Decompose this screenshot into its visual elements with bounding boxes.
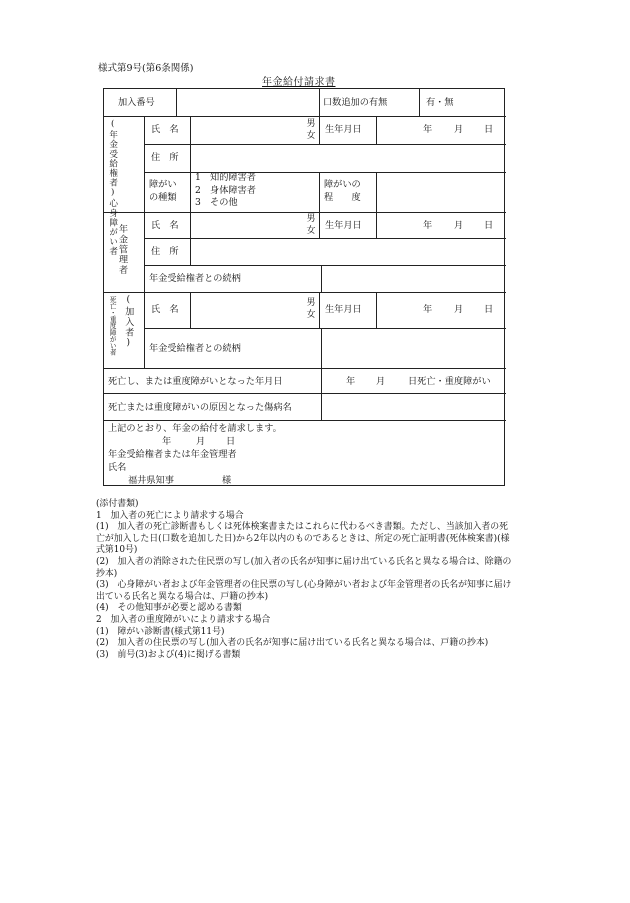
cause-label: 死亡または重度障がいの原因となった傷病名 xyxy=(108,402,292,413)
guardian-address-label: 住 所 xyxy=(151,246,179,257)
notes-item: (2) 加入者の消除された住民票の写し(加入者の氏名が知事に届け出ている氏名と異なる場合は、除籍の抄本) xyxy=(96,556,512,579)
disability-degree-label: 障がいの 程 度 xyxy=(324,179,361,203)
request-statement: 上記のとおり、年金の給付を請求します。 xyxy=(108,423,282,434)
addressee-honorific: 様 xyxy=(222,475,232,486)
death-date-month: 月 xyxy=(376,376,386,387)
guardian-section-header: 年金管理者 xyxy=(116,224,128,275)
form-title: 年金給付請求書 xyxy=(262,77,336,88)
beneficiary-dob-label: 生年月日 xyxy=(325,124,362,135)
notes-heading: (添付書類) xyxy=(96,499,139,509)
notes-item: (3) 前号(3)および(4)に掲げる書類 xyxy=(96,649,241,660)
beneficiary-dob-year: 年 xyxy=(423,124,433,135)
member-number-label: 加入番号 xyxy=(118,97,155,108)
beneficiary-section-header: (年金受給権者)心身障がい者 xyxy=(107,119,118,257)
member-sex-options: 男 女 xyxy=(306,298,316,320)
request-date-year: 年 xyxy=(162,436,172,447)
beneficiary-dob-month: 月 xyxy=(454,124,464,135)
addition-label: 口数追加の有無 xyxy=(323,97,388,108)
member-section-header: (加入者) xyxy=(123,295,134,350)
beneficiary-name-label: 氏 名 xyxy=(151,124,179,135)
guardian-sex-options: 男 女 xyxy=(306,214,316,236)
attached-documents-notes xyxy=(96,499,516,661)
member-name-label: 氏 名 xyxy=(151,304,179,315)
request-date-day: 日 xyxy=(226,436,236,447)
disability-option: 3 その他 xyxy=(195,197,238,208)
beneficiary-dob-day: 日 xyxy=(484,124,494,135)
member-dob-year: 年 xyxy=(423,304,433,315)
request-date-month: 月 xyxy=(196,436,206,447)
member-dob-month: 月 xyxy=(454,304,464,315)
disability-type-label: 障がい の種類 xyxy=(149,179,177,203)
member-relation-label: 年金受給権者との続柄 xyxy=(149,343,241,354)
guardian-dob-month: 月 xyxy=(454,220,464,231)
notes-section-title: 2 加入者の重度障がいにより請求する場合 xyxy=(96,614,271,625)
form-number-label: 様式第9号(第6条関係) xyxy=(98,63,194,74)
beneficiary-sex-options: 男 女 xyxy=(306,119,316,141)
guardian-relation-label: 年金受給権者との続柄 xyxy=(149,273,241,284)
death-date-day-suffix: 日死亡・重度障がい xyxy=(408,376,491,387)
guardian-name-label: 氏 名 xyxy=(151,220,179,231)
disability-option: 2 身体障害者 xyxy=(195,184,256,196)
notes-item: (4) その他知事が必要と認める書類 xyxy=(96,603,242,614)
death-date-year: 年 xyxy=(346,376,356,387)
notes-section-title: 1 加入者の死亡により請求する場合 xyxy=(96,510,244,521)
death-date-label: 死亡し、または重度障がいとなった年月日 xyxy=(108,376,283,387)
notes-item: (3) 心身障がい者および年金管理者の住民票の写し(心身障がい者および年金管理者の氏名が知事に届け出ている氏名と異なる場合は、戸籍の抄本) xyxy=(96,580,512,602)
member-dob-label: 生年月日 xyxy=(325,304,362,315)
claimant-label: 年金受給権者または年金管理者 xyxy=(108,449,237,460)
guardian-dob-day: 日 xyxy=(484,220,494,231)
addition-value: 有・無 xyxy=(426,97,454,108)
guardian-dob-label: 生年月日 xyxy=(325,220,362,231)
claimant-name-label: 氏名 xyxy=(108,462,127,473)
addressee: 福井県知事 xyxy=(128,475,174,486)
disability-option: 1 知的障害者 xyxy=(195,172,256,183)
member-dob-day: 日 xyxy=(484,304,494,315)
notes-item: (1) 加入者の死亡診断書もしくは死体検案書またはこれらに代わるべき書類。ただし、当該加入者の死亡が加入した日(口数を追加した日)から2年以内のものであるときは、所定の死亡証明書(死体検案書)(様式第10号) xyxy=(96,522,510,556)
member-section-subheader: 死亡・重度障がい者 xyxy=(108,296,117,356)
disability-type-options xyxy=(195,172,256,210)
notes-item: (2) 加入者の住民票の写し(加入者の氏名が知事に届け出ている氏名と異なる場合は、戸籍の抄本) xyxy=(96,638,489,649)
pension-claim-form-table xyxy=(103,88,505,486)
guardian-dob-year: 年 xyxy=(423,220,433,231)
notes-item: (1) 障がい診断書(様式第11号) xyxy=(96,626,225,637)
beneficiary-address-label: 住 所 xyxy=(151,152,179,163)
